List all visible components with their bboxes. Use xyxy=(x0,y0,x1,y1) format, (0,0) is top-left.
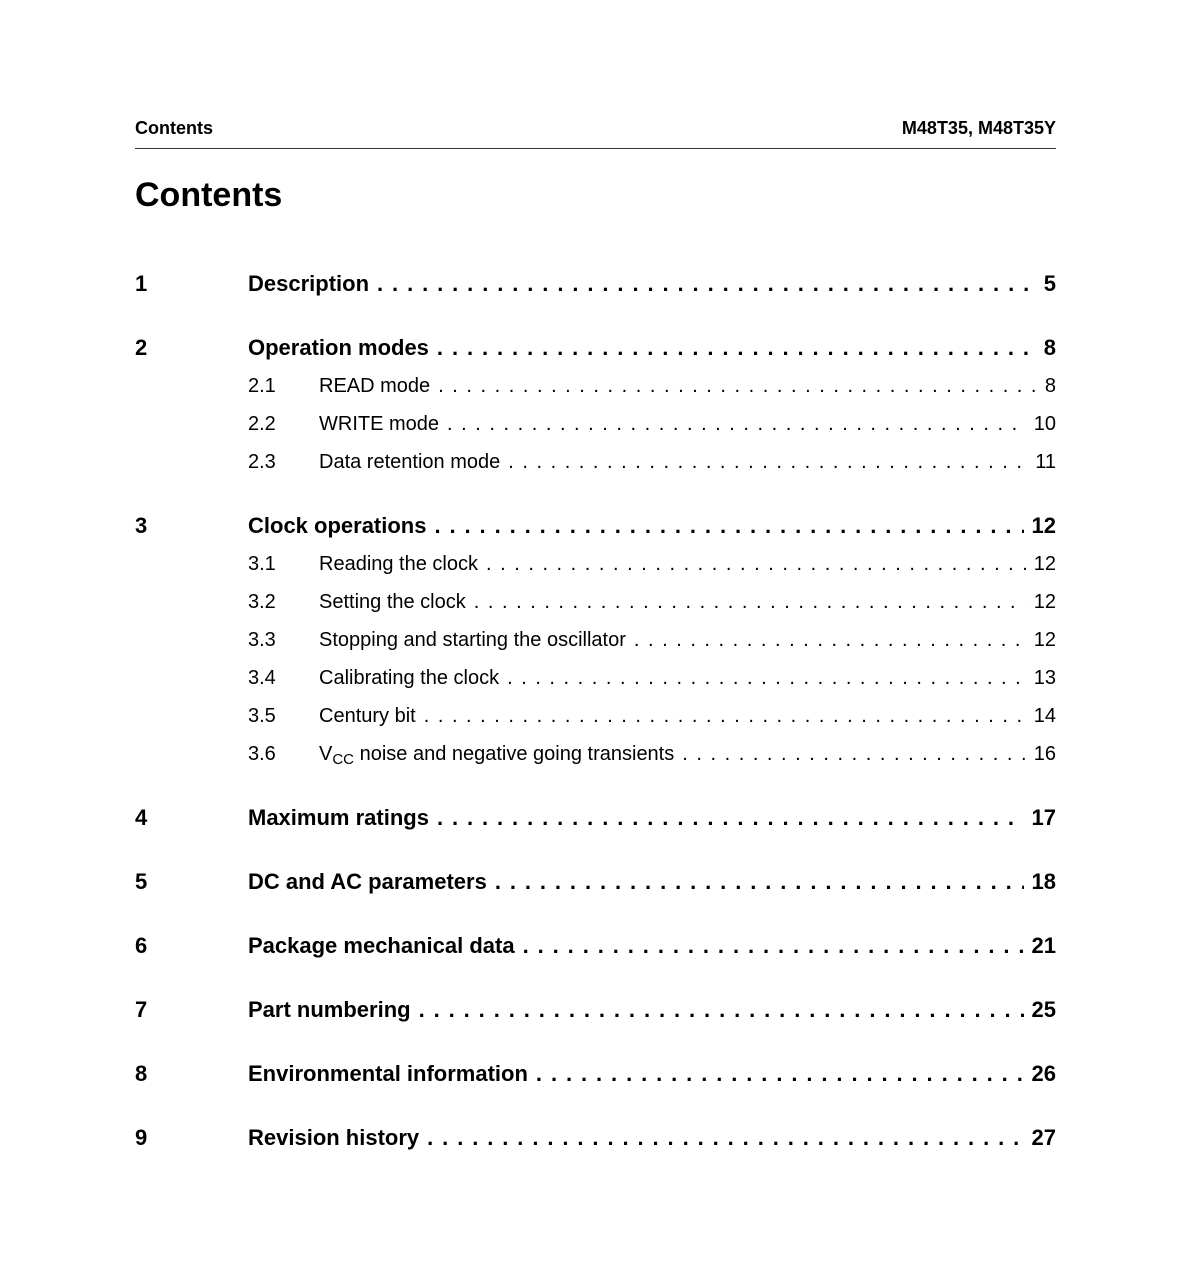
toc-entry-chapter[interactable] xyxy=(135,265,1056,303)
chapter-page-number: 12 xyxy=(1031,513,1056,538)
dot-leader xyxy=(523,927,1024,965)
dot-leader xyxy=(474,583,1026,621)
chapter-page-number: 27 xyxy=(1031,1125,1056,1150)
section-number: 3.3 xyxy=(248,629,276,651)
section-number: 3.5 xyxy=(248,705,276,727)
page-title: Contents xyxy=(135,176,283,214)
chapter-title: Package mechanical data xyxy=(248,933,515,958)
table-of-contents xyxy=(135,265,1056,1157)
toc-entry-chapter[interactable] xyxy=(135,329,1056,367)
toc-chapter xyxy=(135,1119,1056,1157)
section-page-number: 12 xyxy=(1033,629,1056,651)
dot-leader xyxy=(437,799,1024,837)
toc-entry-chapter[interactable] xyxy=(135,1055,1056,1093)
toc-entry-section[interactable] xyxy=(135,443,1056,481)
section-title-prefix: V xyxy=(319,743,333,765)
toc-entry-chapter[interactable] xyxy=(135,927,1056,965)
toc-chapter xyxy=(135,329,1056,481)
dot-leader xyxy=(536,1055,1024,1093)
section-number: 3.4 xyxy=(248,667,276,689)
toc-entry-chapter[interactable] xyxy=(135,507,1056,545)
chapter-number: 9 xyxy=(135,1125,148,1150)
toc-entry-section[interactable] xyxy=(135,697,1056,735)
chapter-title: Part numbering xyxy=(248,997,411,1022)
dot-leader xyxy=(486,545,1026,583)
chapter-number: 1 xyxy=(135,271,148,296)
chapter-number: 5 xyxy=(135,869,148,894)
section-page-number: 10 xyxy=(1033,413,1056,435)
toc-entry-section[interactable] xyxy=(135,405,1056,443)
section-title: Setting the clock xyxy=(319,591,466,613)
toc-chapter xyxy=(135,265,1056,303)
chapter-page-number: 8 xyxy=(1043,335,1056,360)
toc-chapter xyxy=(135,927,1056,965)
toc-chapter xyxy=(135,507,1056,773)
chapter-title: Clock operations xyxy=(248,513,427,538)
chapter-title: Environmental information xyxy=(248,1061,528,1086)
chapter-page-number: 5 xyxy=(1043,271,1056,296)
chapter-page-number: 26 xyxy=(1031,1061,1056,1086)
header-document-id: M48T35, M48T35Y xyxy=(901,118,1056,138)
dot-leader xyxy=(437,329,1036,367)
dot-leader xyxy=(427,1119,1023,1157)
dot-leader xyxy=(438,367,1037,405)
toc-entry-section[interactable] xyxy=(135,545,1056,583)
section-title xyxy=(319,735,674,773)
chapter-title: Description xyxy=(248,271,370,296)
section-title: WRITE mode xyxy=(319,413,440,435)
section-number: 2.3 xyxy=(248,451,276,473)
toc-entry-chapter[interactable] xyxy=(135,863,1056,901)
section-title: Data retention mode xyxy=(319,451,501,473)
header-section-label: Contents xyxy=(135,118,213,138)
chapter-title: Operation modes xyxy=(248,335,429,360)
section-page-number: 8 xyxy=(1044,375,1056,397)
toc-chapter xyxy=(135,1055,1056,1093)
chapter-title: DC and AC parameters xyxy=(248,869,487,894)
toc-entry-chapter[interactable] xyxy=(135,799,1056,837)
section-title: Reading the clock xyxy=(319,553,478,575)
chapter-page-number: 17 xyxy=(1031,805,1056,830)
section-number: 2.2 xyxy=(248,413,276,435)
section-title: Century bit xyxy=(319,705,416,727)
chapter-page-number: 25 xyxy=(1031,997,1056,1022)
dot-leader xyxy=(424,697,1026,735)
section-title: Calibrating the clock xyxy=(319,667,500,689)
chapter-number: 3 xyxy=(135,513,148,538)
chapter-number: 7 xyxy=(135,997,148,1022)
chapter-page-number: 18 xyxy=(1031,869,1056,894)
section-page-number: 12 xyxy=(1033,553,1056,575)
dot-leader xyxy=(507,659,1026,697)
section-page-number: 13 xyxy=(1033,667,1056,689)
dot-leader xyxy=(434,507,1023,545)
section-title: Stopping and starting the oscillator xyxy=(319,629,626,651)
section-page-number: 12 xyxy=(1033,591,1056,613)
dot-leader xyxy=(447,405,1026,443)
section-number: 3.2 xyxy=(248,591,276,613)
section-page-number: 16 xyxy=(1033,743,1056,765)
section-title-subscript: CC xyxy=(332,751,355,768)
toc-entry-chapter[interactable] xyxy=(135,1119,1056,1157)
dot-leader xyxy=(377,265,1036,303)
chapter-title: Revision history xyxy=(248,1125,420,1150)
dot-leader xyxy=(495,863,1024,901)
section-number: 3.1 xyxy=(248,553,276,575)
toc-chapter xyxy=(135,799,1056,837)
chapter-number: 4 xyxy=(135,805,148,830)
chapter-number: 8 xyxy=(135,1061,148,1086)
section-title-rest: noise and negative going transients xyxy=(354,743,675,765)
toc-chapter xyxy=(135,863,1056,901)
toc-entry-section[interactable] xyxy=(135,735,1056,773)
chapter-title: Maximum ratings xyxy=(248,805,429,830)
dot-leader xyxy=(682,735,1026,773)
section-number: 3.6 xyxy=(248,743,276,765)
chapter-number: 2 xyxy=(135,335,148,360)
section-title: READ mode xyxy=(319,375,431,397)
toc-entry-section[interactable] xyxy=(135,621,1056,659)
dot-leader xyxy=(419,991,1024,1029)
toc-chapter xyxy=(135,991,1056,1029)
section-page-number: 14 xyxy=(1033,705,1056,727)
toc-entry-chapter[interactable] xyxy=(135,991,1056,1029)
toc-entry-section[interactable] xyxy=(135,659,1056,697)
toc-entry-section[interactable] xyxy=(135,583,1056,621)
section-page-number: 11 xyxy=(1035,451,1056,473)
chapter-page-number: 21 xyxy=(1031,933,1056,958)
dot-leader xyxy=(508,443,1027,481)
toc-entry-section[interactable] xyxy=(135,367,1056,405)
dot-leader xyxy=(634,621,1026,659)
page-header xyxy=(135,117,1056,149)
section-number: 2.1 xyxy=(248,375,276,397)
chapter-number: 6 xyxy=(135,933,148,958)
